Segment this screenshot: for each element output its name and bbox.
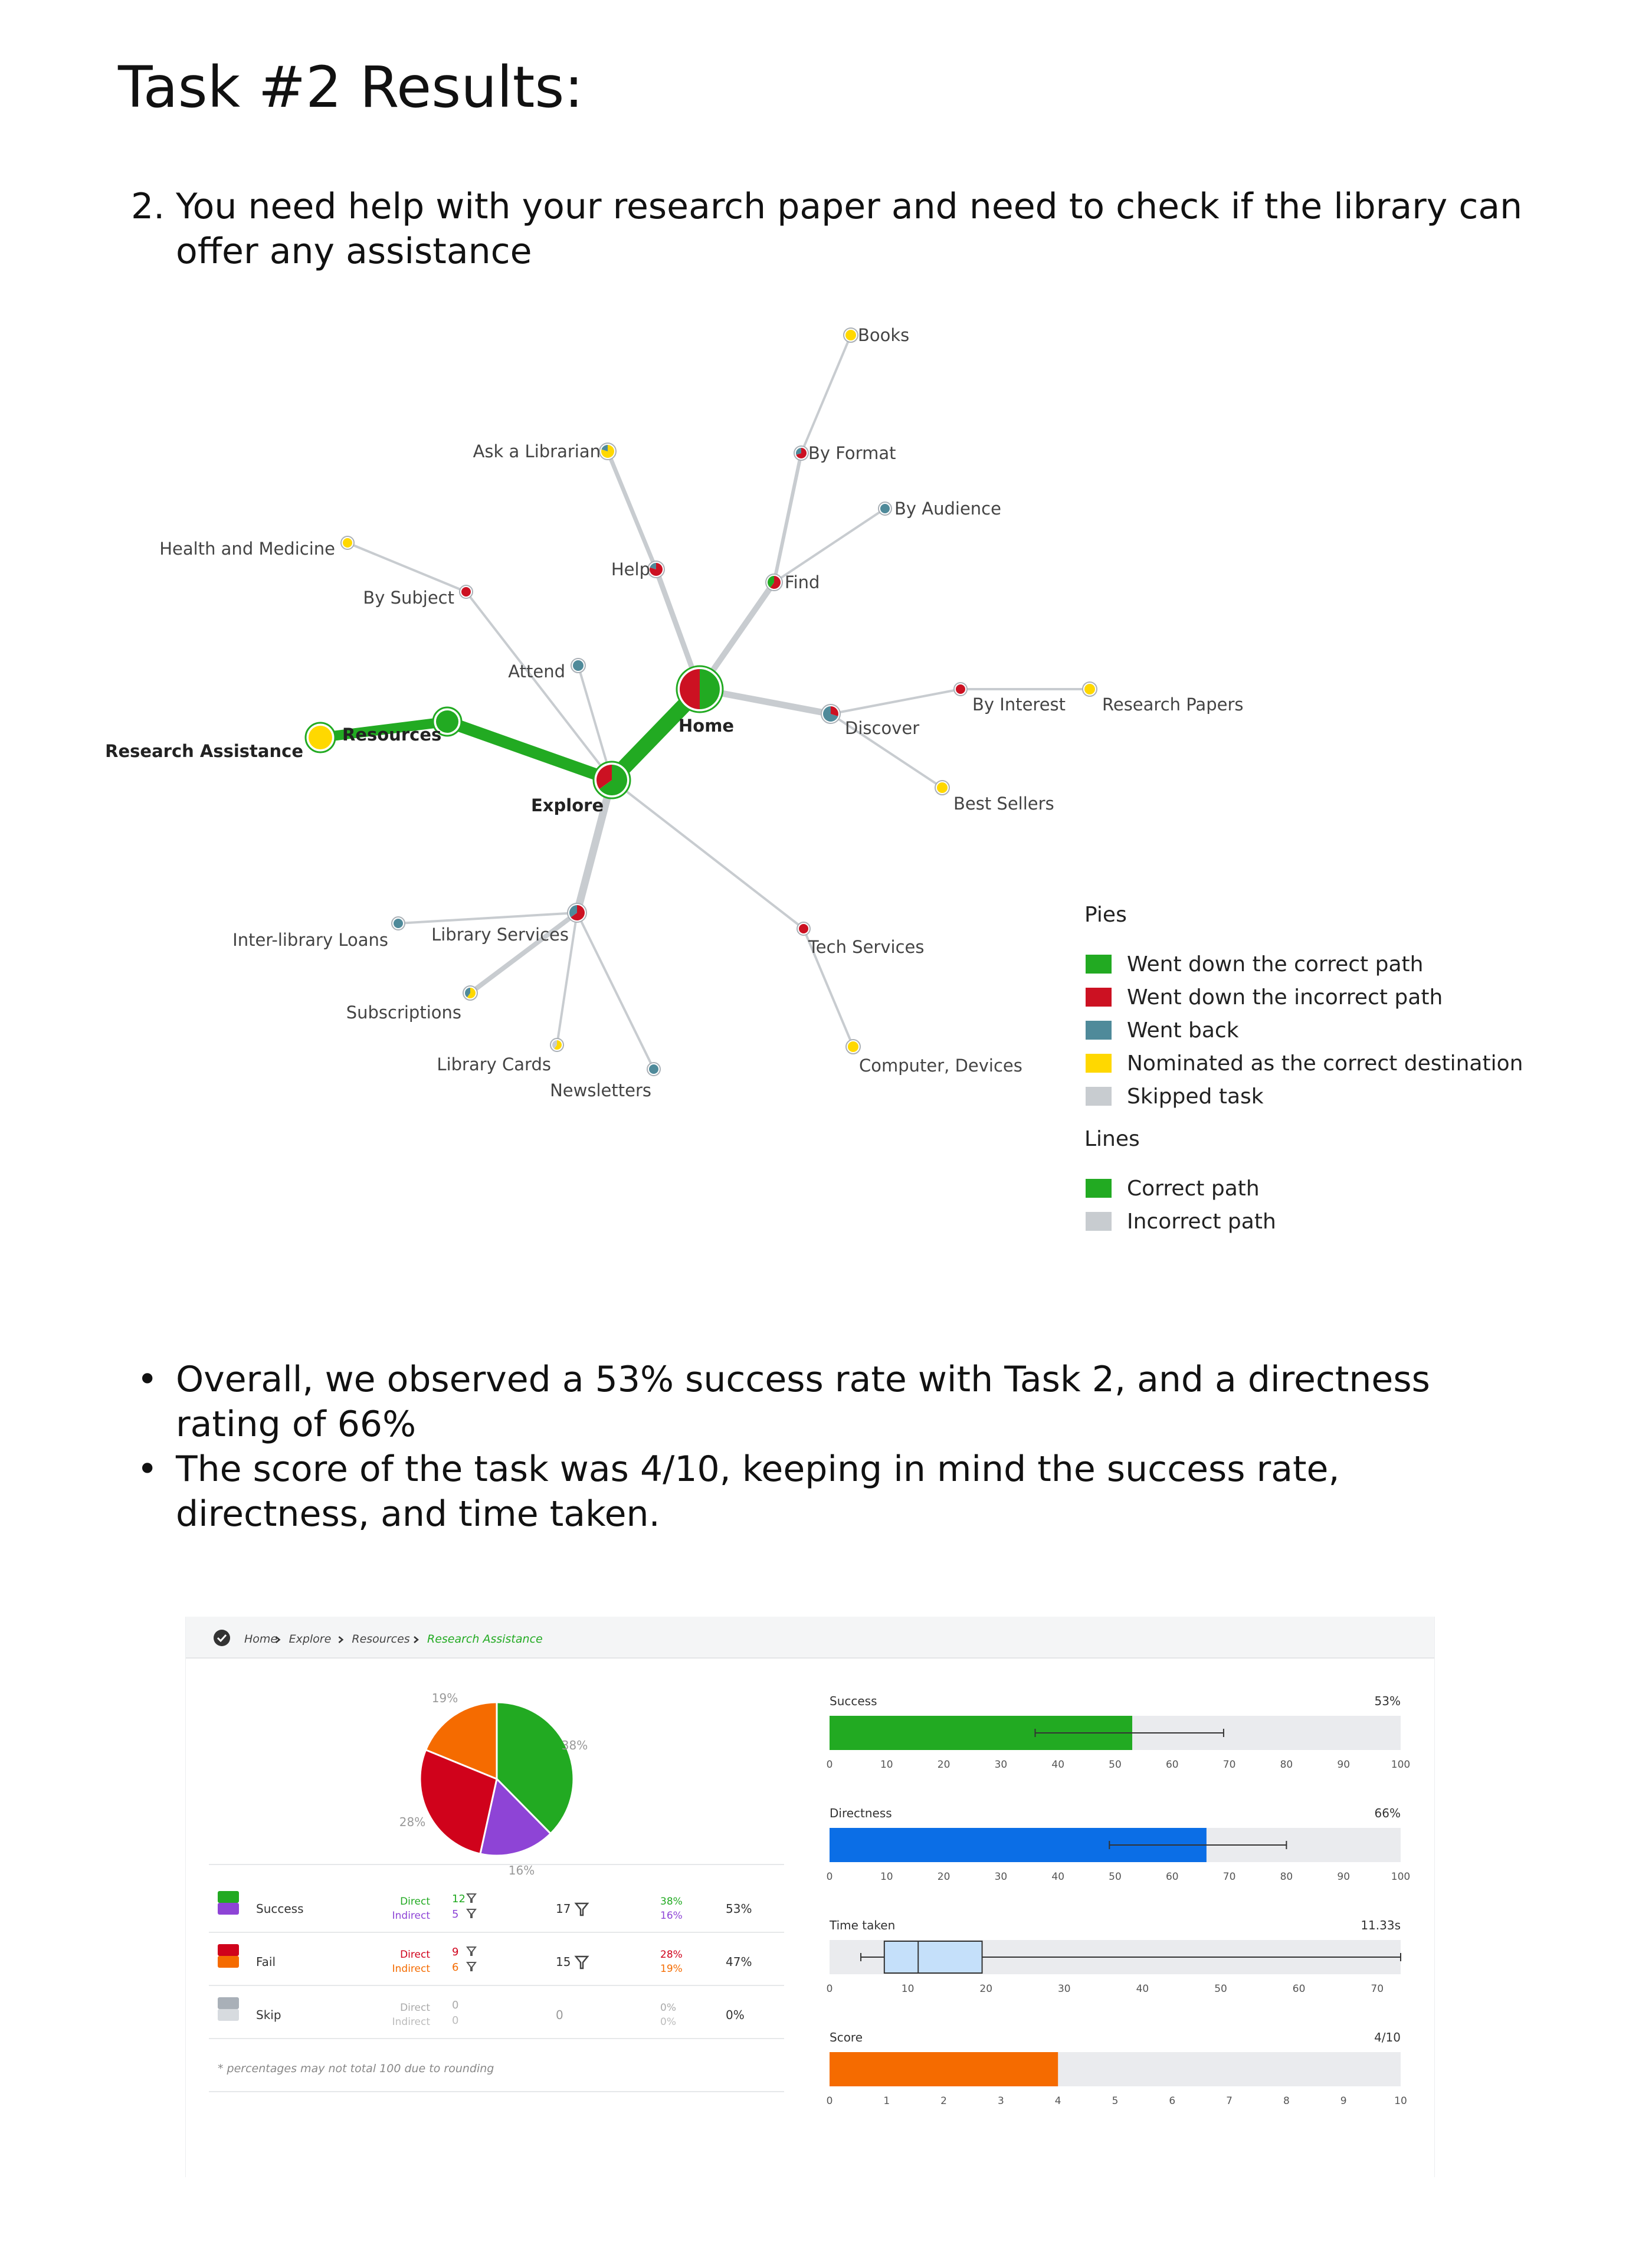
- metric-tick: 8: [1283, 2095, 1290, 2107]
- legend-pie-label-4: Skipped task: [1127, 1084, 1264, 1109]
- metric-tick: 0: [826, 2095, 833, 2107]
- tree-label-format: By Format: [808, 443, 896, 463]
- metric-title: Success: [830, 1694, 877, 1708]
- metric-tick: 20: [937, 1759, 950, 1771]
- metric-tick: 10: [1394, 2095, 1407, 2107]
- row-direct-label: Direct: [400, 1896, 430, 1908]
- legend-line-label-1: Incorrect path: [1127, 1210, 1276, 1234]
- row-indirect-count: 5: [452, 1908, 459, 1921]
- legend-line-label-0: Correct path: [1127, 1177, 1260, 1201]
- metric-tick: 50: [1214, 1983, 1227, 1995]
- breadcrumb-item-1: Explore: [289, 1633, 332, 1646]
- tree-label-discover: Discover: [845, 718, 920, 738]
- metric-tick: 100: [1391, 1759, 1411, 1771]
- metric-tick: 0: [826, 1871, 833, 1883]
- tree-label-subject: By Subject: [363, 588, 454, 608]
- tree-node-research: [306, 723, 335, 752]
- metric-tick: 70: [1222, 1759, 1236, 1771]
- row-indirect-pct: 19%: [660, 1963, 683, 1975]
- legend-swatch-line-0: [1086, 1179, 1112, 1198]
- metric-value: 66%: [1374, 1806, 1401, 1820]
- breadcrumb: [214, 1630, 543, 1646]
- metric-tick: 0: [826, 1759, 833, 1771]
- metric-tick: 4: [1054, 2095, 1061, 2107]
- box: [884, 1941, 982, 1973]
- row-overall: 53%: [726, 1902, 752, 1916]
- metric-tick: 30: [1057, 1983, 1071, 1995]
- row-direct-count: 0: [452, 1999, 459, 2011]
- tree-label-papers: Research Papers: [1102, 694, 1244, 715]
- tree-node-subject: [460, 585, 473, 598]
- tree-node-books: [844, 328, 858, 342]
- tree-label-subs: Subscriptions: [346, 1002, 461, 1023]
- tree-node-format: [794, 446, 808, 460]
- tree-edge-explore-tech: [612, 780, 804, 929]
- tree-label-computer: Computer, Devices: [859, 1056, 1022, 1076]
- tree-label-cards: Library Cards: [437, 1054, 551, 1074]
- metric-tick: 9: [1340, 2095, 1347, 2107]
- breadcrumb-item-3: Research Assistance: [427, 1633, 543, 1646]
- bullet-score: • The score of the task was 4/10, keeping in mind the success rate, directness, and time taken.: [137, 1447, 1529, 1536]
- tree-label-best: Best Sellers: [953, 794, 1054, 814]
- row-total: 15: [556, 1955, 571, 1969]
- metric-tick: 40: [1051, 1759, 1065, 1771]
- tree-label-libserv: Library Services: [431, 925, 569, 945]
- tree-node-tech: [797, 922, 810, 935]
- metric-tick: 7: [1226, 2095, 1233, 2107]
- pie-label-3: 19%: [431, 1691, 458, 1705]
- tree-edge-explore-resources: [447, 722, 612, 780]
- metric-tick: 50: [1109, 1759, 1122, 1771]
- tree-label-ask: Ask a Librarian: [473, 441, 601, 461]
- tree-edge-libserv-interlib: [398, 913, 577, 923]
- metric-tick: 60: [1292, 1983, 1306, 1995]
- metric-tick: 10: [880, 1759, 893, 1771]
- pie-label-0: 38%: [561, 1738, 588, 1752]
- metric-tick: 3: [997, 2095, 1004, 2107]
- metric-value: 11.33s: [1361, 1918, 1401, 1932]
- tree-label-help: Help: [611, 559, 650, 579]
- pietree-diagram: [0, 295, 1652, 1298]
- tree-edge-help-ask: [608, 451, 656, 569]
- check-icon: [214, 1630, 230, 1646]
- metric-tick: 0: [826, 1983, 833, 1995]
- row-direct-label: Direct: [400, 2002, 430, 2014]
- tree-label-resources: Resources: [342, 725, 442, 745]
- metric-tick: 60: [1165, 1759, 1179, 1771]
- tree-node-attend: [571, 658, 585, 673]
- tree-label-news: Newsletters: [550, 1080, 651, 1100]
- tree-label-home: Home: [678, 716, 735, 736]
- task-number: 2.: [131, 186, 165, 227]
- row-name: Success: [256, 1902, 304, 1916]
- tree-label-research: Research Assistance: [105, 741, 303, 761]
- metric-tick: 60: [1165, 1871, 1179, 1883]
- row-indirect-count: 0: [452, 2014, 459, 2027]
- row-indirect-label: Indirect: [392, 1963, 430, 1975]
- row-indirect-pct: 0%: [660, 2016, 676, 2028]
- metric-tick: 70: [1371, 1983, 1384, 1995]
- tree-node-news: [647, 1063, 660, 1076]
- metric-tick: 20: [937, 1871, 950, 1883]
- metric-tick: 1: [883, 2095, 890, 2107]
- row-overall: 0%: [726, 2008, 745, 2022]
- tree-edge-format-books: [801, 335, 851, 453]
- row-indirect-label: Indirect: [392, 2016, 430, 2028]
- metric-tick: 70: [1222, 1871, 1236, 1883]
- results-panel: [185, 1617, 1435, 2177]
- tree-label-explore: Explore: [531, 795, 604, 815]
- legend-pies-title: Pies: [1084, 903, 1127, 927]
- legend-swatch-pie-0: [1086, 955, 1112, 974]
- row-direct-label: Direct: [400, 1949, 430, 1961]
- tree-node-find: [766, 574, 782, 591]
- metric-tick: 30: [994, 1759, 1008, 1771]
- metric-tick: 6: [1169, 2095, 1176, 2107]
- metric-title: Score: [830, 2030, 863, 2044]
- summary-bullets: [137, 1357, 1529, 1536]
- row-direct-count: 12: [452, 1893, 466, 1905]
- legend-swatch-line-1: [1086, 1212, 1112, 1231]
- tree-label-books: Books: [858, 325, 910, 345]
- tree-node-cards: [550, 1038, 563, 1051]
- tree-node-interlib: [392, 917, 405, 930]
- pietree-legend: [1084, 903, 1523, 1234]
- metric-tick: 50: [1109, 1871, 1122, 1883]
- metric-tick: 90: [1337, 1759, 1351, 1771]
- legend-swatch-pie-3: [1086, 1054, 1112, 1073]
- row-indirect-pct: 16%: [660, 1910, 683, 1922]
- breadcrumb-item-0: Home: [244, 1633, 278, 1646]
- legend-lines-title: Lines: [1084, 1127, 1140, 1151]
- row-total: 0: [556, 2008, 563, 2022]
- tree-node-libserv: [568, 903, 586, 922]
- tree-edge-discover-interest: [831, 689, 961, 714]
- metric-bar: [830, 2052, 1058, 2086]
- bullet-success-rate: • Overall, we observed a 53% success rate with Task 2, and a directness rating of 66%: [137, 1357, 1529, 1447]
- tree-label-attend: Attend: [508, 661, 565, 681]
- metric-tick: 40: [1136, 1983, 1149, 1995]
- tree-node-computer: [846, 1040, 860, 1054]
- breadcrumb-item-2: Resources: [352, 1633, 410, 1646]
- metric-tick: 20: [979, 1983, 993, 1995]
- metric-tick: 10: [880, 1871, 893, 1883]
- metric-tick: 80: [1280, 1759, 1293, 1771]
- tree-label-health: Health and Medicine: [159, 539, 335, 559]
- tree-node-help: [648, 561, 664, 578]
- table-footnote: * percentages may not total 100 due to rounding: [218, 2062, 494, 2075]
- pie-label-1: 16%: [508, 1863, 535, 1877]
- row-name: Skip: [256, 2008, 281, 2022]
- metric-value: 4/10: [1374, 2030, 1401, 2044]
- pie-label-2: 28%: [399, 1815, 426, 1829]
- tree-node-audience: [879, 502, 891, 515]
- legend-pie-label-0: Went down the correct path: [1127, 952, 1424, 976]
- row-direct-pct: 28%: [660, 1949, 683, 1961]
- legend-swatch-pie-2: [1086, 1021, 1112, 1040]
- tree-edge-libserv-news: [577, 913, 654, 1069]
- legend-swatch-pie-4: [1086, 1087, 1112, 1106]
- tree-edge-find-audience: [774, 509, 885, 582]
- tree-label-interest: By Interest: [972, 694, 1066, 715]
- row-indirect-count: 6: [452, 1961, 459, 1974]
- tree-node-papers: [1083, 682, 1097, 696]
- tree-node-interest: [954, 683, 967, 696]
- tree-node-home: [677, 666, 723, 712]
- tree-label-find: Find: [785, 572, 820, 592]
- legend-swatch-pie-1: [1086, 988, 1112, 1007]
- metric-title: Time taken: [830, 1918, 896, 1932]
- metric-tick: 100: [1391, 1871, 1411, 1883]
- task-description: [131, 184, 1523, 274]
- metric-tick: 90: [1337, 1871, 1351, 1883]
- metric-tick: 10: [901, 1983, 914, 1995]
- metric-title: Directness: [830, 1806, 892, 1820]
- legend-pie-label-2: Went back: [1127, 1018, 1239, 1043]
- row-direct-count: 9: [452, 1946, 459, 1958]
- row-total: 17: [556, 1902, 571, 1916]
- tree-node-best: [935, 781, 949, 795]
- row-indirect-label: Indirect: [392, 1910, 430, 1922]
- tree-edge-find-format: [774, 453, 801, 582]
- tree-label-tech: Tech Services: [808, 937, 925, 957]
- task-text: You need help with your research paper and need to check if the library can offer any assistance: [176, 186, 1523, 272]
- page-title: Task #2 Results:: [118, 54, 584, 120]
- tree-node-health: [341, 536, 354, 549]
- row-direct-pct: 0%: [660, 2002, 676, 2014]
- row-overall: 47%: [726, 1955, 752, 1969]
- tree-node-explore: [594, 762, 630, 798]
- tree-node-discover: [821, 704, 840, 723]
- legend-pie-label-1: Went down the incorrect path: [1127, 985, 1443, 1010]
- metric-tick: 40: [1051, 1871, 1065, 1883]
- metric-tick: 30: [994, 1871, 1008, 1883]
- tree-label-interlib: Inter-library Loans: [232, 930, 388, 950]
- row-name: Fail: [256, 1955, 276, 1969]
- legend-pie-label-3: Nominated as the correct destination: [1127, 1051, 1523, 1076]
- tree-node-ask: [599, 443, 616, 460]
- tree-edge-subject-health: [348, 543, 466, 592]
- metric-value: 53%: [1374, 1694, 1401, 1708]
- tree-label-audience: By Audience: [894, 499, 1001, 519]
- metric-tick: 2: [940, 2095, 948, 2107]
- metric-tick: 80: [1280, 1871, 1293, 1883]
- tree-node-subs: [463, 986, 477, 1000]
- row-direct-pct: 38%: [660, 1896, 683, 1908]
- metric-tick: 5: [1112, 2095, 1119, 2107]
